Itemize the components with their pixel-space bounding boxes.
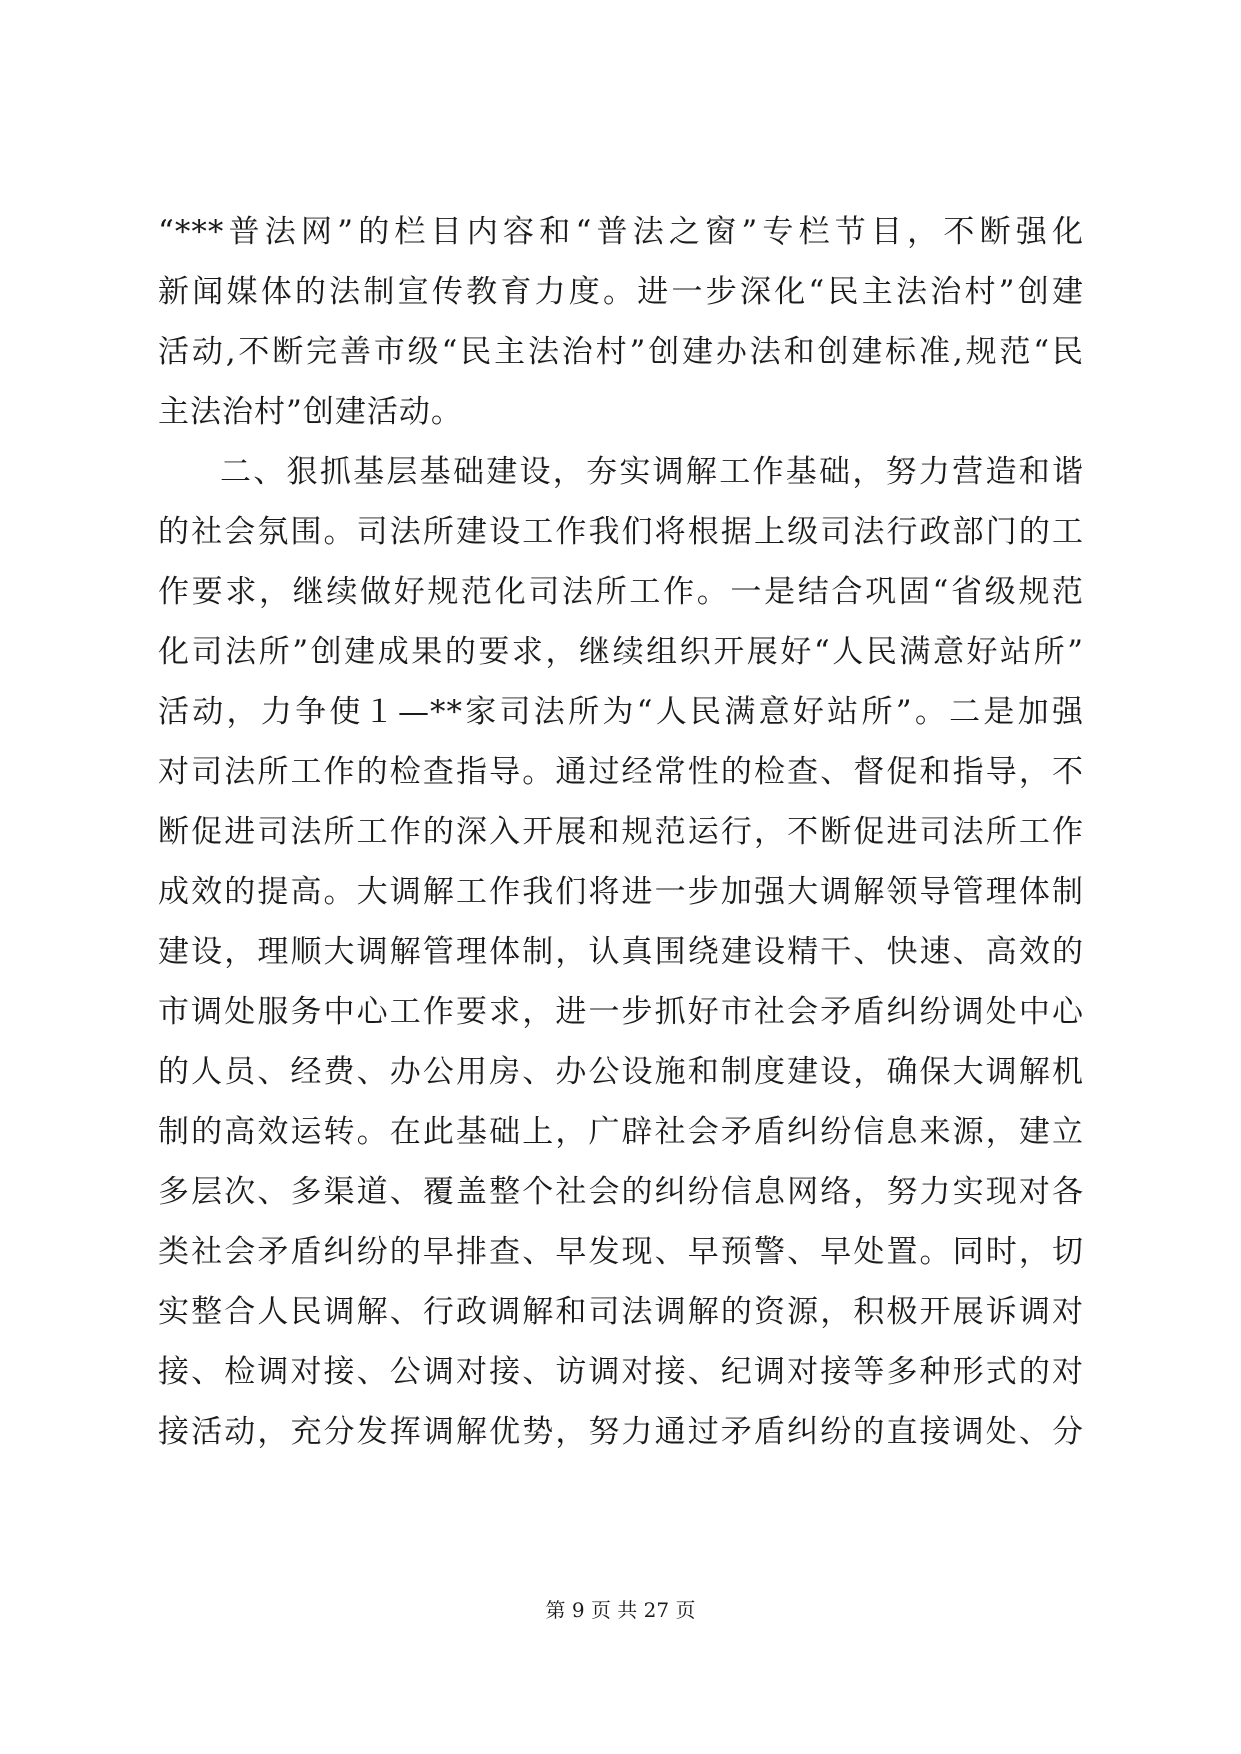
text-line: 新闻媒体的法制宣传教育力度。进一步深化“民主法治村”创建 [158, 274, 1084, 310]
text-line: 市调处服务中心工作要求，进一步抓好市社会矛盾纠纷调处中心 [158, 994, 1084, 1030]
text-line: 对司法所工作的检查指导。通过经常性的检查、督促和指导，不 [158, 754, 1084, 790]
text-line: 制的高效运转。在此基础上，广辟社会矛盾纠纷信息来源，建立 [158, 1114, 1084, 1150]
text-line: 实整合人民调解、行政调解和司法调解的资源，积极开展诉调对 [158, 1294, 1084, 1330]
text-line: 建设，理顺大调解管理体制，认真围绕建设精干、快速、高效的 [158, 934, 1084, 970]
page-number-footer: 第 9 页 共 27 页 [545, 1598, 696, 1622]
text-line: 多层次、多渠道、覆盖整个社会的纠纷信息网络，努力实现对各 [158, 1174, 1084, 1210]
text-line: 的人员、经费、办公用房、办公设施和制度建设，确保大调解机 [158, 1054, 1084, 1090]
paragraph-start-line: 二、狠抓基层基础建设，夯实调解工作基础，努力营造和谐 [220, 454, 1084, 490]
document-body [158, 202, 1084, 1462]
text-line: 作要求，继续做好规范化司法所工作。一是结合巩固“省级规范 [158, 574, 1084, 610]
text-line: 活动,不断完善市级“民主法治村”创建办法和创建标准,规范“民 [158, 334, 1084, 370]
text-line: 成效的提高。大调解工作我们将进一步加强大调解领导管理体制 [158, 874, 1084, 910]
text-line: 的社会氛围。司法所建设工作我们将根据上级司法行政部门的工 [158, 514, 1084, 550]
text-line: 断促进司法所工作的深入开展和规范运行，不断促进司法所工作 [158, 814, 1084, 850]
text-line: 类社会矛盾纠纷的早排查、早发现、早预警、早处置。同时，切 [158, 1234, 1084, 1270]
text-line: 化司法所”创建成果的要求，继续组织开展好“人民满意好站所” [158, 634, 1084, 670]
text-line: 接、检调对接、公调对接、访调对接、纪调对接等多种形式的对 [158, 1354, 1084, 1390]
text-line: 活动，力争使１—**家司法所为“人民满意好站所”。二是加强 [158, 694, 1084, 730]
text-line: 主法治村”创建活动。 [158, 394, 463, 430]
text-line: 接活动，充分发挥调解优势，努力通过矛盾纠纷的直接调处、分 [158, 1414, 1084, 1450]
text-line: “***普法网”的栏目内容和“普法之窗”专栏节目，不断强化 [158, 214, 1084, 250]
